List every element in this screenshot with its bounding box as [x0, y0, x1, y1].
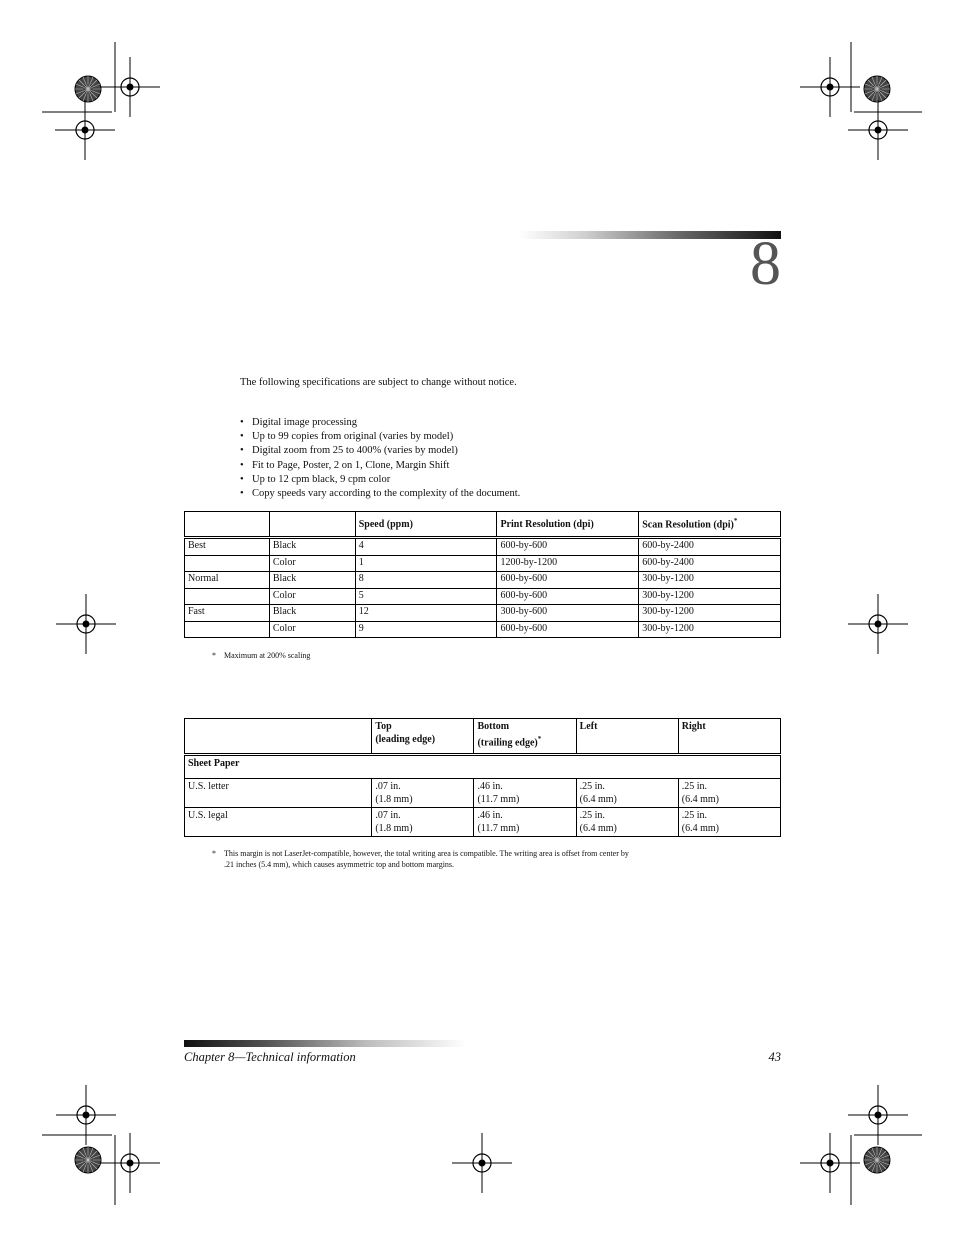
cell-line: (6.4 mm)	[681, 823, 719, 834]
list-item: • Up to 12 cpm black, 9 cpm color	[240, 473, 520, 487]
table-cell: 600-by-600	[497, 588, 639, 605]
footnote-mark: *	[212, 849, 216, 858]
footer-bar	[184, 1040, 466, 1047]
table-row	[185, 538, 781, 556]
margin-table-footnote	[224, 848, 769, 870]
chapter-number: 8	[750, 230, 781, 298]
footnote-mark: *	[733, 517, 738, 526]
footer-chapter-title: Chapter 8—Technical information	[184, 1050, 356, 1064]
table-header	[474, 719, 576, 755]
table-row	[185, 808, 781, 837]
section-label: Sheet Paper	[185, 755, 781, 779]
cell-line: (6.4 mm)	[681, 794, 719, 805]
header-line: Left	[579, 721, 598, 732]
table-cell: 9	[355, 621, 497, 638]
table-cell: 600-by-2400	[639, 538, 781, 556]
table-header	[185, 719, 372, 755]
header-line: Right	[681, 721, 706, 732]
table-header	[269, 512, 355, 538]
table-header	[372, 719, 474, 755]
table-cell	[678, 779, 780, 808]
copy-speed-table	[184, 511, 781, 638]
list-item: • Up to 99 copies from original (varies by model)	[240, 430, 520, 444]
footnote-line: .21 inches (5.4 mm), which causes asymmetric top and bottom margins.	[224, 860, 455, 869]
header-line: Top	[375, 721, 392, 732]
table-row	[185, 621, 781, 638]
table-cell: Color	[269, 621, 355, 638]
table-cell: 300-by-1200	[639, 588, 781, 605]
cell-line: (1.8 mm)	[375, 823, 413, 834]
page-number: 43	[768, 1050, 781, 1064]
cell-line: .25 in.	[681, 781, 708, 792]
footnote-mark: *	[212, 651, 216, 660]
table-row	[185, 588, 781, 605]
table-header	[185, 512, 270, 538]
table-cell: 1200-by-1200	[497, 555, 639, 572]
table-header: Speed (ppm)	[355, 512, 497, 538]
speed-table-footnote: Maximum at 200% scaling	[224, 651, 311, 660]
table-cell	[372, 808, 474, 837]
table-cell: 4	[355, 538, 497, 556]
table-cell: Best	[185, 538, 270, 556]
header-line: Bottom	[477, 721, 510, 732]
table-cell: Color	[269, 588, 355, 605]
cell-line: (11.7 mm)	[477, 794, 520, 805]
footnote-mark: *	[537, 735, 542, 743]
table-cell: 600-by-2400	[639, 555, 781, 572]
cell-line: .25 in.	[579, 781, 605, 792]
row-label: U.S. legal	[185, 808, 372, 837]
table-cell: Black	[269, 572, 355, 589]
cell-line: .25 in.	[681, 810, 708, 821]
table-cell: 8	[355, 572, 497, 589]
table-cell: 12	[355, 605, 497, 622]
list-item: • Fit to Page, Poster, 2 on 1, Clone, Margin Shift	[240, 459, 520, 473]
table-cell: Normal	[185, 572, 270, 589]
cell-line: (11.7 mm)	[477, 823, 520, 834]
table-cell	[576, 779, 678, 808]
table-row	[185, 572, 781, 589]
table-header: Print Resolution (dpi)	[497, 512, 639, 538]
header-line: (leading edge)	[375, 734, 436, 745]
row-label: U.S. letter	[185, 779, 372, 808]
table-cell: Black	[269, 538, 355, 556]
feature-list	[240, 416, 520, 501]
table-cell	[576, 808, 678, 837]
table-header-row	[185, 512, 781, 538]
list-item: • Digital zoom from 25 to 400% (varies by model)	[240, 444, 520, 458]
cell-line: (6.4 mm)	[579, 823, 617, 834]
table-header	[678, 719, 780, 755]
list-item: • Copy speeds vary according to the complexity of the document.	[240, 487, 520, 501]
cell-line: (6.4 mm)	[579, 794, 617, 805]
header-line: (trailing edge)	[477, 737, 538, 749]
table-cell: 600-by-600	[497, 538, 639, 556]
cell-line: (1.8 mm)	[375, 794, 413, 805]
table-cell: 600-by-600	[497, 621, 639, 638]
table-row	[185, 779, 781, 808]
table-cell	[474, 808, 576, 837]
intro-text: The following specifications are subject to change without notice.	[240, 377, 517, 388]
table-section-row	[185, 755, 781, 779]
cell-line: .46 in.	[477, 810, 503, 821]
header-text: Scan Resolution (dpi)	[642, 519, 734, 531]
table-cell: 5	[355, 588, 497, 605]
table-cell: 600-by-600	[497, 572, 639, 589]
table-cell: Black	[269, 605, 355, 622]
table-cell: Color	[269, 555, 355, 572]
table-cell: 1	[355, 555, 497, 572]
table-cell	[474, 779, 576, 808]
table-header	[576, 719, 678, 755]
table-cell: 300-by-600	[497, 605, 639, 622]
table-cell	[372, 779, 474, 808]
list-item: • Digital image processing	[240, 416, 520, 430]
table-cell	[678, 808, 780, 837]
table-cell	[185, 555, 270, 572]
cell-line: .07 in.	[375, 781, 401, 792]
table-row	[185, 605, 781, 622]
table-cell	[185, 621, 270, 638]
table-cell: 300-by-1200	[639, 621, 781, 638]
table-cell: Fast	[185, 605, 270, 622]
cell-line: .07 in.	[375, 810, 401, 821]
table-cell: 300-by-1200	[639, 572, 781, 589]
table-row	[185, 555, 781, 572]
table-cell: 300-by-1200	[639, 605, 781, 622]
cell-line: .25 in.	[579, 810, 605, 821]
table-header	[639, 512, 781, 538]
footnote-line: This margin is not LaserJet-compatible, however, the total writing area is compatible. The writing area is offset from center by	[224, 849, 629, 858]
cell-line: .46 in.	[477, 781, 503, 792]
table-cell	[185, 588, 270, 605]
table-header-row	[185, 719, 781, 755]
print-margins-table	[184, 718, 781, 837]
